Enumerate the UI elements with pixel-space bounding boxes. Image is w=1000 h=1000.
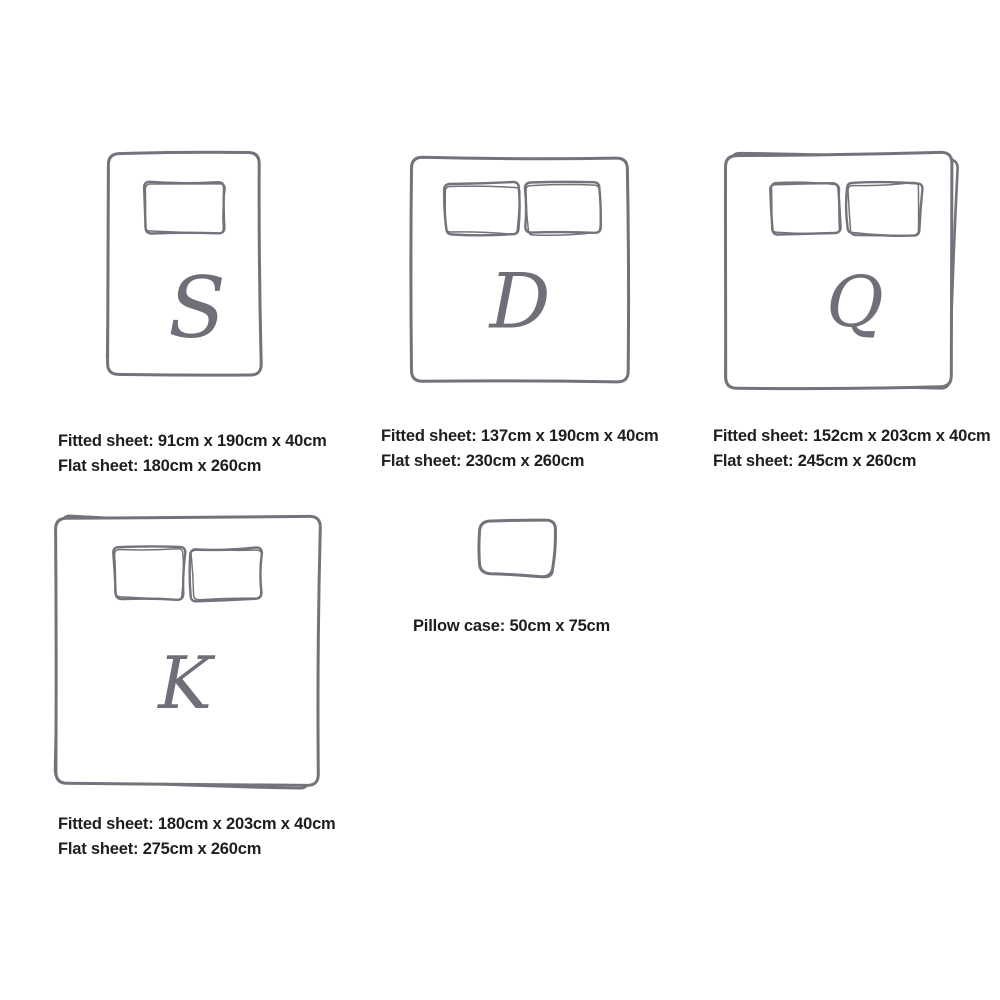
spec-single-fitted: Fitted sheet: 91cm x 190cm x 40cm — [58, 432, 327, 450]
bed-double — [408, 153, 632, 385]
pillow-case-label: Pillow case: 50cm x 75cm — [413, 617, 610, 635]
bed-single-sketch — [105, 150, 265, 378]
spec-queen — [713, 424, 991, 474]
spec-double — [381, 424, 659, 474]
bed-king — [52, 511, 324, 789]
bed-queen-sketch — [722, 150, 959, 393]
bed-queen — [722, 150, 959, 393]
pillow-case-sketch — [476, 517, 560, 581]
bed-queen-letter: Q — [826, 261, 884, 343]
spec-double-fitted: Fitted sheet: 137cm x 190cm x 40cm — [381, 427, 659, 445]
spec-king — [58, 812, 336, 862]
bed-single-letter: S — [168, 259, 226, 357]
spec-single-flat: Flat sheet: 180cm x 260cm — [58, 457, 262, 475]
spec-queen-fitted: Fitted sheet: 152cm x 203cm x 40cm — [713, 427, 991, 445]
bed-king-letter: K — [158, 641, 212, 725]
spec-king-flat: Flat sheet: 275cm x 260cm — [58, 840, 262, 858]
bed-double-letter: D — [489, 256, 551, 346]
spec-king-fitted: Fitted sheet: 180cm x 203cm x 40cm — [58, 815, 336, 833]
spec-single — [58, 429, 327, 479]
bed-single — [105, 150, 265, 378]
bed-king-sketch — [52, 511, 324, 789]
spec-queen-flat: Flat sheet: 245cm x 260cm — [713, 452, 917, 470]
bed-double-sketch — [408, 153, 632, 385]
pillow-case-outline — [476, 517, 560, 581]
spec-double-flat: Flat sheet: 230cm x 260cm — [381, 452, 585, 470]
